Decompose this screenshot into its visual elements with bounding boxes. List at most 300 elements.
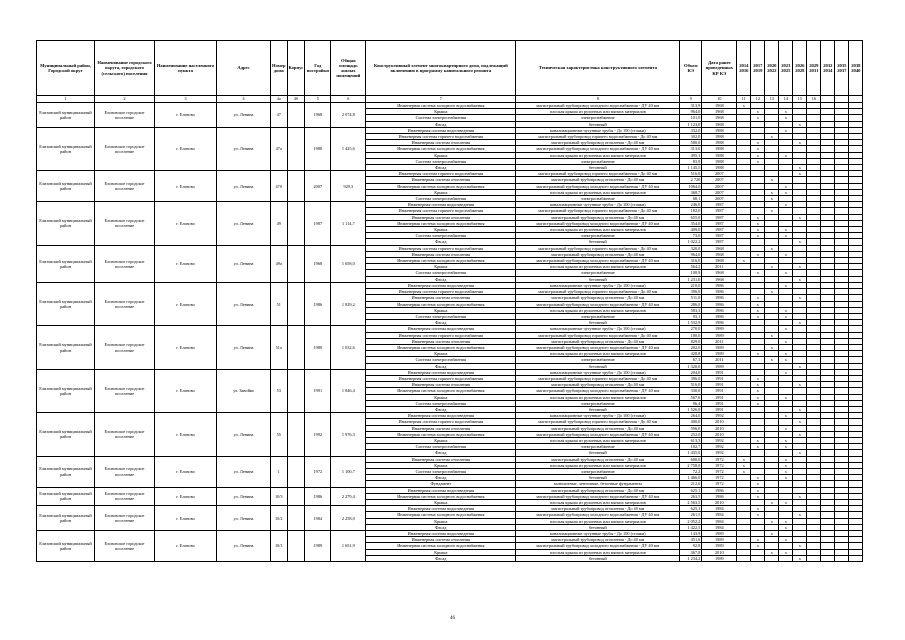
column-header: Общая площадь жилых помещений <box>331 41 366 96</box>
living-area-cell: 1 114,7 <box>331 202 366 245</box>
volume-cell: 330,0 <box>680 388 702 394</box>
element-cell: Крыша <box>366 462 516 468</box>
period-mark-cell <box>807 555 821 561</box>
volume-cell: 68,1 <box>680 196 702 202</box>
period-mark-cell: x <box>751 475 765 481</box>
house-number-cell: 51а <box>271 326 288 369</box>
element-cell: Инженерная система холодного водоснабжения <box>366 512 516 518</box>
street-cell: ул. Ленина <box>217 506 271 531</box>
volume-cell: 2 563,5 <box>680 500 702 506</box>
volume-cell: 204,0 <box>680 369 702 375</box>
period-mark-cell: x <box>779 437 793 443</box>
repair-date-cell: 1987 <box>702 233 737 239</box>
element-cell: Фасад <box>366 121 516 127</box>
district-cell: Елизовский муниципальный район <box>37 245 95 282</box>
spec-cell: магистральный трубопровод холодного водоснабжения - ДУ 40 мм <box>516 344 680 350</box>
spec-cell: канализационные чугунные трубы - До 100 (стояки) <box>516 282 680 288</box>
living-area-cell: 2 279,4 <box>331 487 366 506</box>
house-number-cell: 49а <box>271 245 288 282</box>
volume-cell: 367,0 <box>680 549 702 555</box>
period-mark-cell: x <box>793 419 807 425</box>
build-year-cell: 1986 <box>305 487 331 506</box>
spec-cell: магистральный трубопровод отопления - До 40 мм <box>516 295 680 301</box>
volume-cell: 182,0 <box>680 208 702 214</box>
period-mark-cell: x <box>779 500 793 506</box>
element-cell: Инженерная система отопления <box>366 251 516 257</box>
repair-date-cell: 1988 <box>702 127 737 133</box>
building-cell <box>287 413 305 456</box>
locality-cell: г. Елизово <box>155 369 217 412</box>
repair-date-cell: 2010 <box>702 500 737 506</box>
period-mark-cell: x <box>793 214 807 220</box>
period-mark-cell: x <box>751 220 765 226</box>
spec-cell: магистральный трубопровод отопления - До 40 мм <box>516 177 680 183</box>
spec-cell: плоская крыша из рулонных или мягких материалов <box>516 152 680 158</box>
column-number: 15 <box>793 96 807 103</box>
column-number: 16 <box>807 96 821 103</box>
element-cell: Инженерная система отопления <box>366 456 516 462</box>
volume-cell: 212,0 <box>680 481 702 487</box>
element-cell: Инженерная система отопления <box>366 382 516 388</box>
period-mark-cell: x <box>779 270 793 276</box>
volume-cell: 829,0 <box>680 338 702 344</box>
column-number <box>849 96 863 103</box>
period-mark-cell: x <box>793 171 807 177</box>
volume-cell: 67,3 <box>680 357 702 363</box>
district-cell: Елизовский муниципальный район <box>37 171 95 202</box>
repair-date-cell: 1989 <box>702 531 737 537</box>
column-header: Дата ранее проведенных КР КЭ <box>702 41 737 96</box>
spec-cell: магистральный трубопровод горячего водоснабжения - До 40 мм <box>516 419 680 425</box>
column-header: Номер дома <box>271 41 288 96</box>
volume-cell: 625,1 <box>680 487 702 493</box>
repair-date-cell: 1986 <box>702 295 737 301</box>
volume-cell: 2 720 <box>680 177 702 183</box>
repair-date-cell: 1968 <box>702 276 737 282</box>
house-number-cell: 10/3 <box>271 487 288 506</box>
repair-date-cell: 2010 <box>702 425 737 431</box>
spec-cell: магистральный трубопровод холодного водоснабжения - ДУ 40 мм <box>516 543 680 549</box>
spec-cell: канализационные чугунные трубы - До 100 (стояки) <box>516 531 680 537</box>
element-cell: Инженерная система горячего водоснабжения <box>366 375 516 381</box>
column-header: 2032 2034 <box>821 41 835 96</box>
volume-cell: 316,0 <box>680 258 702 264</box>
spec-cell: плоская крыша из рулонных или мягких материалов <box>516 394 680 400</box>
settlement-cell: Елизовское городское поселение <box>95 531 155 562</box>
volume-cell: 964,0 <box>680 251 702 257</box>
house-number-cell: 1 <box>271 456 288 487</box>
house-number-cell: 10/2 <box>271 506 288 531</box>
settlement-cell: Елизовское городское поселение <box>95 103 155 128</box>
element-cell: Инженерная система холодного водоснабжения <box>366 493 516 499</box>
volume-cell: 564,2 <box>680 264 702 270</box>
build-year-cell: 2007 <box>305 171 331 202</box>
period-mark-cell: x <box>765 245 779 251</box>
period-mark-cell: x <box>779 326 793 332</box>
volume-cell: 1 123,0 <box>680 121 702 127</box>
period-mark-cell: x <box>751 487 765 493</box>
repair-date-cell: 2011 <box>702 338 737 344</box>
element-cell: Фундамент <box>366 481 516 487</box>
period-mark-cell: x <box>765 208 779 214</box>
period-mark-cell: x <box>751 444 765 450</box>
period-mark-cell: x <box>779 183 793 189</box>
element-cell: Инженерная система отопления <box>366 338 516 344</box>
volume-cell: 409,0 <box>680 227 702 233</box>
repair-date-cell: 1988 <box>702 158 737 164</box>
volume-cell: 320,0 <box>680 245 702 251</box>
repair-date-cell: 1987 <box>702 214 737 220</box>
period-mark-cell: x <box>751 115 765 121</box>
volume-cell: 332,0 <box>680 127 702 133</box>
period-mark-cell: x <box>765 500 779 506</box>
period-mark-cell: x <box>765 518 779 524</box>
repair-date-cell: 1992 <box>702 444 737 450</box>
house-number-cell: 47 <box>271 103 288 128</box>
repair-date-cell: 2007 <box>702 189 737 195</box>
period-mark-cell: x <box>779 394 793 400</box>
period-mark-cell: x <box>765 134 779 140</box>
volume-cell: 2 052,2 <box>680 518 702 524</box>
spec-cell: монолитные, ленточные, бетонные фундаменты <box>516 481 680 487</box>
repair-date-cell: 1986 <box>702 289 737 295</box>
spec-cell: бетонный <box>516 320 680 326</box>
element-cell: Инженерная система горячего водоснабжения <box>366 208 516 214</box>
column-number: 12 <box>751 96 765 103</box>
spec-cell: бетонный <box>516 165 680 171</box>
repair-date-cell: 1991 <box>702 400 737 406</box>
build-year-cell: 1984 <box>305 506 331 531</box>
repair-date-cell: 1986 <box>702 307 737 313</box>
settlement-cell: Елизовское городское поселение <box>95 326 155 369</box>
settlement-cell: Елизовское городское поселение <box>95 127 155 170</box>
repair-date-cell: 1968 <box>702 245 737 251</box>
column-number: 3 <box>155 96 217 103</box>
period-mark-cell: x <box>751 158 765 164</box>
table-header-row <box>37 41 863 96</box>
volume-cell: 92,8 <box>680 543 702 549</box>
page-number: 46 <box>450 616 455 621</box>
period-mark-cell: x <box>779 518 793 524</box>
period-mark-cell: x <box>779 475 793 481</box>
build-year-cell: 1968 <box>305 103 331 128</box>
volume-cell: 655,0 <box>680 214 702 220</box>
repair-date-cell: 1972 <box>702 481 737 487</box>
settlement-cell: Елизовское городское поселение <box>95 369 155 412</box>
spec-cell: плоская крыша из рулонных или мягких материалов <box>516 549 680 555</box>
volume-cell: 600,0 <box>680 456 702 462</box>
period-mark-cell <box>737 555 751 561</box>
period-mark-cell: x <box>765 531 779 537</box>
element-cell: Фасад <box>366 524 516 530</box>
volume-cell: 396,0 <box>680 289 702 295</box>
element-cell: Крыша <box>366 152 516 158</box>
spec-cell: магистральный трубопровод горячего водоснабжения - До 40 мм <box>516 134 680 140</box>
spec-cell: электроснабжение <box>516 468 680 474</box>
volume-cell: 100,9 <box>680 270 702 276</box>
repair-date-cell: 1968 <box>702 115 737 121</box>
spec-cell: бетонный <box>516 555 680 561</box>
volume-cell: 1 022,2 <box>680 239 702 245</box>
spec-cell: магистральный трубопровод холодного водоснабжения - ДУ 40 мм <box>516 146 680 152</box>
element-cell: Инженерная система горячего водоснабжения <box>366 171 516 177</box>
period-mark-cell: x <box>751 493 765 499</box>
period-mark-cell: x <box>751 313 765 319</box>
volume-cell: 93,1 <box>680 313 702 319</box>
period-mark-cell: x <box>793 512 807 518</box>
element-cell: Фасад <box>366 406 516 412</box>
repair-date-cell: 1988 <box>702 134 737 140</box>
element-cell: Инженерная система отопления <box>366 140 516 146</box>
element-cell: Система электроснабжения <box>366 158 516 164</box>
living-area-cell: 1 658,0 <box>331 245 366 282</box>
period-mark-cell: x <box>751 227 765 233</box>
building-cell <box>287 369 305 412</box>
period-mark-cell: x <box>793 450 807 456</box>
spec-cell: плоская крыша из рулонных или мягких материалов <box>516 227 680 233</box>
locality-cell: г. Елизово <box>155 326 217 369</box>
volume-cell: 313,0 <box>680 146 702 152</box>
settlement-cell: Елизовское городское поселение <box>95 245 155 282</box>
period-mark-cell: x <box>779 189 793 195</box>
period-mark-cell: x <box>751 388 765 394</box>
period-mark-cell: x <box>779 351 793 357</box>
element-cell: Инженерная система горячего водоснабжения <box>366 134 516 140</box>
volume-cell: 1 466,0 <box>680 475 702 481</box>
period-mark-cell: x <box>765 357 779 363</box>
repair-date-cell: 1972 <box>702 462 737 468</box>
settlement-cell: Елизовское городское поселение <box>95 413 155 456</box>
repair-date-cell: 2007 <box>702 196 737 202</box>
period-mark-cell <box>765 555 779 561</box>
column-number: 4а <box>271 96 288 103</box>
period-mark-cell: x <box>793 431 807 437</box>
spec-cell: электроснабжение <box>516 158 680 164</box>
district-cell: Елизовский муниципальный район <box>37 506 95 531</box>
volume-cell: 451,6 <box>680 537 702 543</box>
volume-cell: 567,6 <box>680 394 702 400</box>
column-number: 4б <box>287 96 305 103</box>
volume-cell: 516,0 <box>680 171 702 177</box>
build-year-cell: 1988 <box>305 127 331 170</box>
locality-cell: г. Елизово <box>155 506 217 531</box>
living-area-cell: 1 651,9 <box>331 531 366 562</box>
period-mark-cell: x <box>779 524 793 530</box>
period-mark-cell: x <box>793 239 807 245</box>
repair-date-cell: 1992 <box>702 450 737 456</box>
spec-cell: магистральный трубопровод горячего водоснабжения - До 40 мм <box>516 375 680 381</box>
build-year-cell: 1968 <box>305 245 331 282</box>
element-cell: Фасад <box>366 450 516 456</box>
spec-cell: плоская крыша из рулонных или мягких материалов <box>516 264 680 270</box>
repair-date-cell: 1989 <box>702 363 737 369</box>
spec-cell: магистральный трубопровод холодного водоснабжения - ДУ 40 мм <box>516 220 680 226</box>
element-cell: Инженерная система холодного водоснабжения <box>366 103 516 109</box>
spec-cell: магистральный трубопровод горячего водоснабжения - До 40 мм <box>516 332 680 338</box>
spec-cell: магистральный трубопровод отопления - До 40 мм <box>516 456 680 462</box>
period-mark-cell: x <box>737 462 751 468</box>
building-cell <box>287 282 305 325</box>
repair-date-cell: 1987 <box>702 239 737 245</box>
street-cell: ул. Ленина <box>217 127 271 170</box>
volume-cell: 396,0 <box>680 375 702 381</box>
volume-cell: 202,0 <box>680 344 702 350</box>
column-number: 1 <box>37 96 95 103</box>
district-cell: Елизовский муниципальный район <box>37 103 95 128</box>
period-mark-cell: x <box>779 456 793 462</box>
building-cell <box>287 171 305 202</box>
element-cell: Система электроснабжения <box>366 270 516 276</box>
volume-cell: 1 145,5 <box>680 165 702 171</box>
repair-date-cell: 2007 <box>702 171 737 177</box>
repair-date-cell: 2011 <box>702 357 737 363</box>
element-cell: Крыша <box>366 549 516 555</box>
spec-cell: магистральный трубопровод отопления - До 40 мм <box>516 214 680 220</box>
period-mark-cell: x <box>793 295 807 301</box>
volume-cell: 428,8 <box>680 351 702 357</box>
repair-date-cell: 1992 <box>702 437 737 443</box>
period-mark-cell: x <box>765 264 779 270</box>
period-mark-cell <box>849 555 863 561</box>
spec-cell: магистральный трубопровод отопления - До 40 мм <box>516 338 680 344</box>
period-mark-cell: x <box>779 251 793 257</box>
element-cell: Инженерная система водоотведения <box>366 127 516 133</box>
repair-date-cell: 2010 <box>702 431 737 437</box>
volume-cell: 516,0 <box>680 382 702 388</box>
period-mark-cell: x <box>751 537 765 543</box>
house-number-cell: 49 <box>271 202 288 245</box>
period-mark-cell: x <box>751 307 765 313</box>
locality-cell: г. Елизово <box>155 487 217 506</box>
repair-date-cell: 1991 <box>702 382 737 388</box>
element-cell: Инженерная система холодного водоснабжения <box>366 388 516 394</box>
living-area-cell: 1 425,6 <box>331 127 366 170</box>
locality-cell: г. Елизово <box>155 413 217 456</box>
element-cell: Инженерная система горячего водоснабжения <box>366 332 516 338</box>
period-mark-cell: x <box>779 549 793 555</box>
column-header: Наименование городского округа, городского (сельского) поселения <box>95 41 155 96</box>
repair-date-cell: 1987 <box>702 227 737 233</box>
spec-cell: магистральный трубопровод отопления - До 40 мм <box>516 251 680 257</box>
living-area-cell: 929,3 <box>331 171 366 202</box>
spec-cell: магистральный трубопровод отопления - До 40 мм <box>516 140 680 146</box>
period-mark-cell: x <box>793 543 807 549</box>
repair-date-cell: 2010 <box>702 549 737 555</box>
locality-cell: г. Елизово <box>155 245 217 282</box>
building-cell <box>287 487 305 506</box>
volume-cell: 354,0 <box>680 220 702 226</box>
house-number-cell: 10/1 <box>271 531 288 562</box>
repair-date-cell: 1968 <box>702 121 737 127</box>
street-cell: ул. Ленина <box>217 171 271 202</box>
volume-cell: 210,0 <box>680 282 702 288</box>
period-mark-cell: x <box>779 307 793 313</box>
repair-date-cell: 1991 <box>702 375 737 381</box>
volume-cell: 1 526,0 <box>680 406 702 412</box>
volume-cell: 368,7 <box>680 189 702 195</box>
street-cell: ул. Ленина <box>217 456 271 487</box>
element-cell: Система электроснабжения <box>366 468 516 474</box>
build-year-cell: 1992 <box>305 413 331 456</box>
element-cell: Инженерная система водоотведения <box>366 369 516 375</box>
spec-cell: плоская крыша из рулонных или мягких материалов <box>516 109 680 115</box>
spec-cell: бетонный <box>516 276 680 282</box>
period-mark-cell: x <box>751 394 765 400</box>
spec-cell: магистральный трубопровод холодного водоснабжения - ДУ 40 мм <box>516 512 680 518</box>
spec-cell: магистральный трубопровод холодного водоснабжения - ДУ 40 мм <box>516 493 680 499</box>
period-mark-cell: x <box>765 344 779 350</box>
spec-cell: магистральный трубопровод отопления - До 40 мм <box>516 382 680 388</box>
period-mark-cell: x <box>779 313 793 319</box>
locality-cell: г. Елизово <box>155 531 217 562</box>
repair-date-cell: 1992 <box>702 413 737 419</box>
volume-cell: 261,5 <box>680 512 702 518</box>
district-cell: Елизовский муниципальный район <box>37 369 95 412</box>
column-number: 13 <box>765 96 779 103</box>
period-mark-cell: x <box>793 276 807 282</box>
column-header: 2035 2037 <box>835 41 849 96</box>
period-mark-cell: x <box>751 437 765 443</box>
locality-cell: г. Елизово <box>155 103 217 128</box>
period-mark-cell <box>751 555 765 561</box>
street-cell: ул. Ленина <box>217 487 271 506</box>
settlement-cell: Елизовское городское поселение <box>95 202 155 245</box>
column-header: Адрес <box>217 41 271 96</box>
period-mark-cell: x <box>751 251 765 257</box>
period-mark-cell: x <box>779 282 793 288</box>
living-area-cell: 2 258,0 <box>331 506 366 531</box>
volume-cell: 625,1 <box>680 506 702 512</box>
period-mark-cell: x <box>779 369 793 375</box>
district-cell: Елизовский муниципальный район <box>37 531 95 562</box>
element-cell: Крыша <box>366 394 516 400</box>
settlement-cell: Елизовское городское поселение <box>95 506 155 531</box>
element-cell: Фасад <box>366 320 516 326</box>
spec-cell: магистральный трубопровод отопления - До 40 мм <box>516 506 680 512</box>
period-mark-cell: x <box>751 214 765 220</box>
living-area-cell: 1 846,4 <box>331 369 366 412</box>
repair-date-cell: 1988 <box>702 165 737 171</box>
period-mark-cell: x <box>793 165 807 171</box>
element-cell: Инженерная система горячего водоснабжения <box>366 245 516 251</box>
locality-cell: г. Елизово <box>155 282 217 325</box>
period-mark-cell: x <box>751 400 765 406</box>
period-mark-cell: x <box>737 468 751 474</box>
building-cell <box>287 127 305 170</box>
period-mark-cell: x <box>751 140 765 146</box>
district-cell: Елизовский муниципальный район <box>37 326 95 369</box>
repair-date-cell: 1984 <box>702 512 737 518</box>
repair-date-cell: 1986 <box>702 282 737 288</box>
volume-cell: 264,0 <box>680 413 702 419</box>
period-mark-cell: x <box>779 109 793 115</box>
repair-date-cell: 2010 <box>702 419 737 425</box>
locality-cell: г. Елизово <box>155 127 217 170</box>
repair-date-cell: 1988 <box>702 152 737 158</box>
column-header: 2023 2025 <box>779 41 793 96</box>
volume-cell: 286,0 <box>680 301 702 307</box>
period-mark-cell: x <box>793 382 807 388</box>
repair-date-cell: 1968 <box>702 109 737 115</box>
building-cell <box>287 245 305 282</box>
repair-date-cell: 1987 <box>702 202 737 208</box>
element-cell: Крыша <box>366 227 516 233</box>
spec-cell: плоская крыша из рулонных или мягких материалов <box>516 462 680 468</box>
spec-cell: бетонный <box>516 239 680 245</box>
repair-date-cell: 1984 <box>702 518 737 524</box>
period-mark-cell: x <box>751 512 765 518</box>
spec-cell: электроснабжение <box>516 313 680 319</box>
